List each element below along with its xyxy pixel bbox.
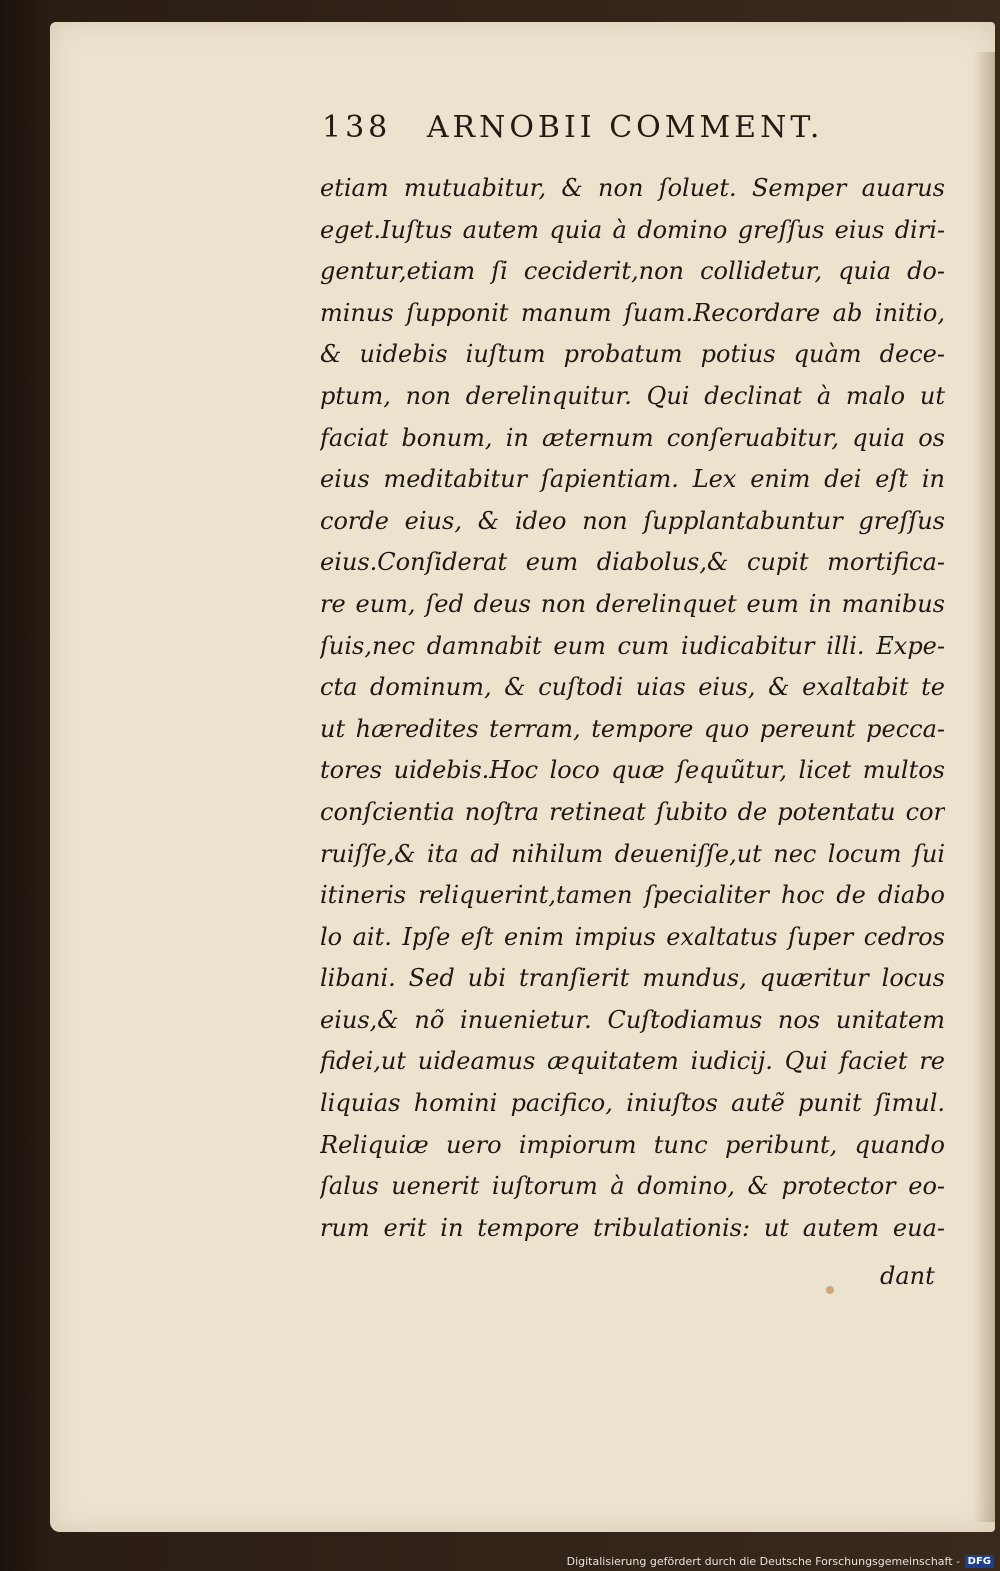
text-line: faciat bonum, in æternum conſeruabitur, quia os: [320, 423, 945, 452]
page-number: 138: [322, 110, 392, 145]
digitization-credit: Digitalisierung gefördert durch die Deutsche Forschungsgemeinschaft -: [566, 1555, 960, 1568]
text-line: & uidebis iuſtum probatum potius quàm dece-: [320, 340, 945, 369]
catchword: dant: [880, 1262, 935, 1290]
text-line: eius meditabitur ſapientiam. Lex enim dei eſt in: [320, 465, 945, 494]
text-block: [320, 168, 945, 1249]
text-line: libani. Sed ubi tranſierit mundus, quæritur locus: [320, 964, 945, 993]
text-line: ruiſſe,& ita ad nihilum deueniſſe,ut nec locum ſui: [320, 839, 945, 868]
dfg-logo: DFG: [965, 1555, 994, 1568]
text-line: ſuis,nec damnabit eum cum iudicabitur illi. Expe-: [320, 631, 945, 660]
text-line: itineris reliquerint,tamen ſpecialiter hoc de diabo: [320, 881, 945, 910]
text-line: conſcientia noſtra retineat ſubito de potentatu cor: [320, 797, 945, 826]
running-head: [322, 110, 862, 145]
text-line: minus ſupponit manum ſuam.Recordare ab initio,: [320, 298, 945, 327]
text-line: fidei,ut uideamus æquitatem iudicij. Qui faciet re: [320, 1047, 945, 1076]
text-line: ſalus uenerit iuſtorum à domino, & protector eo-: [320, 1172, 945, 1201]
text-line: eius,& nõ inuenietur. Cuſtodiamus nos unitatem: [320, 1005, 945, 1034]
ink-speck: [826, 1286, 834, 1294]
text-line: ptum, non derelinquitur. Qui declinat à malo ut: [320, 381, 945, 410]
text-line: corde eius, & ideo non ſupplantabuntur greſſus: [320, 506, 945, 535]
text-line: ut hæredites terram, tempore quo pereunt pecca-: [320, 714, 945, 743]
running-title: ARNOBII COMMENT.: [426, 110, 824, 145]
page-edge-shadow: [973, 52, 995, 1522]
text-line: cta dominum, & cuſtodi uias eius, & exaltabit te: [320, 673, 945, 702]
text-line: re eum, ſed deus non derelinquet eum in manibus: [320, 589, 945, 618]
text-line: tores uidebis.Hoc loco quæ ſequũtur, licet multos: [320, 756, 945, 785]
text-line: liquias homini pacifico, iniuſtos autẽ punit ſimul.: [320, 1089, 945, 1118]
text-line: eget.Iuſtus autem quia à domino greſſus eius diri-: [320, 215, 945, 244]
text-line: etiam mutuabitur, & non ſoluet. Semper auarus: [320, 174, 945, 202]
text-line: eius.Conſiderat eum diabolus,& cupit mortifica-: [320, 548, 945, 577]
text-line: Reliquiæ uero impiorum tunc peribunt, quando: [320, 1130, 945, 1159]
text-line: lo ait. Ipſe eſt enim impius exaltatus ſuper cedros: [320, 922, 945, 951]
text-line: rum erit in tempore tribulationis: ut autem eua-: [320, 1213, 945, 1242]
text-line: gentur,etiam ſi ceciderit,non collidetur, quia do-: [320, 257, 945, 286]
